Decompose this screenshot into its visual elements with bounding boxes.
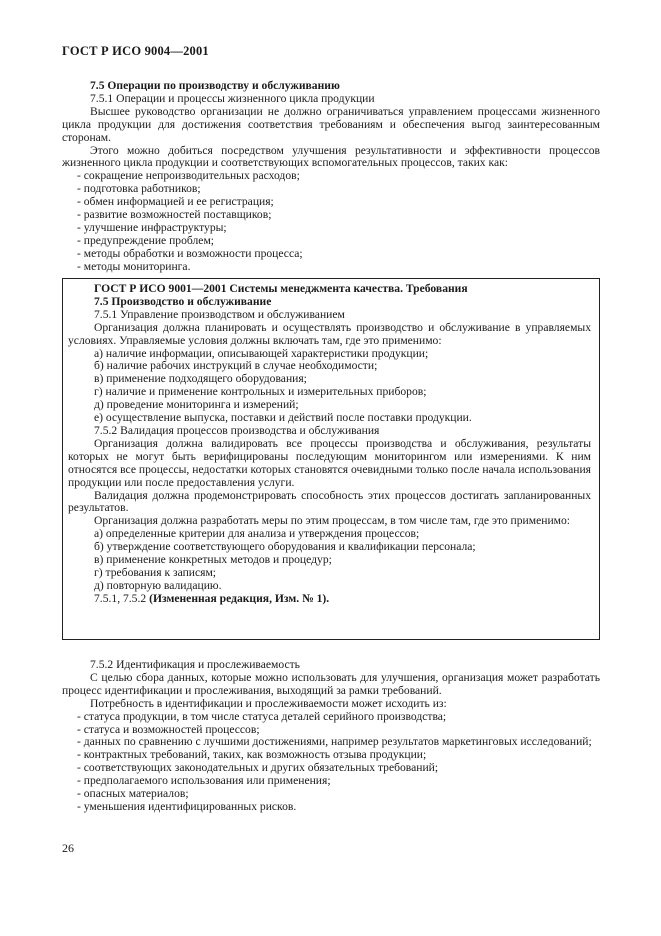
list-item: - развитие возможностей поставщиков; (77, 208, 272, 222)
list-item: - предупреждение проблем; (77, 233, 215, 247)
list-item: - соответствующих законодательных и других обязательных требований; (77, 761, 439, 775)
box-heading: 7.5 Производство и обслуживание (94, 294, 272, 308)
subsection-heading: 7.5.1 Операции и процессы жизненного цикла продукции (90, 91, 375, 105)
list-item: - данных по сравнению с лучшими достижениями, например результатов маркетинговых исследований; (77, 735, 592, 749)
list-item: - методы мониторинга. (77, 259, 191, 273)
paragraph: Этого можно добиться посредством улучшения результативности и эффективности процессов жизненного цикла продукции и соответствующих вспомогательных процессов, таких как: (62, 143, 600, 170)
list-item: - сокращение непроизводительных расходов; (77, 169, 300, 183)
amendment-clauses: 7.5.1, 7.5.2 (94, 591, 150, 605)
list-item: - уменьшения идентифицированных рисков. (77, 799, 297, 813)
list-item: г) требования к записям; (94, 565, 217, 579)
list-item: а) наличие информации, описывающей характеристики продукции; (94, 346, 429, 360)
list-item: - подготовка работников; (77, 182, 201, 196)
list-item: - статуса и возможностей процессов; (77, 722, 260, 736)
list-item: е) осуществление выпуска, поставки и действий после поставки продукции. (94, 411, 472, 425)
list-item: а) определенные критерии для анализа и утверждения процессов; (94, 527, 420, 541)
amendment-note (68, 593, 591, 606)
page-number: 26 (62, 841, 74, 855)
section-heading: 7.5 Операции по производству и обслуживанию (90, 79, 340, 92)
section-7-5 (62, 80, 600, 274)
list-item: - статуса продукции, в том числе статуса деталей серийного производства; (77, 709, 447, 723)
paragraph: С целью сбора данных, которые можно использовать для улучшения, организация может разработать процесс идентификации и прослеживания, выходящий за рамки требований. (62, 670, 600, 697)
list-item: в) применение конкретных методов и процедур; (94, 553, 332, 567)
quoted-standard-box (62, 278, 600, 640)
list-item: - опасных материалов; (77, 787, 189, 801)
amendment-label: (Измененная редакция, Изм. № 1). (149, 591, 330, 605)
box-subheading: 7.5.2 Валидация процессов производства и обслуживания (94, 423, 380, 437)
document-header: ГОСТ Р ИСО 9004—2001 (62, 44, 209, 58)
list-item: в) применение подходящего оборудования; (94, 372, 307, 386)
list-item: д) проведение мониторинга и измерений; (94, 398, 299, 412)
list-item: - методы обработки и возможности процесса; (77, 246, 303, 260)
list-item: - предполагаемого использования или применения; (77, 774, 331, 788)
list-item: б) утверждение соответствующего оборудования и квалификации персонала; (94, 540, 476, 554)
box-title: ГОСТ Р ИСО 9001—2001 Системы менеджмента качества. Требования (94, 282, 468, 295)
paragraph: Потребность в идентификации и прослеживаемости может исходить из: (90, 696, 447, 710)
list-item: б) наличие рабочих инструкций в случае необходимости; (94, 359, 378, 373)
list-item: г) наличие и применение контрольных и измерительных приборов; (94, 385, 427, 399)
paragraph: Высшее руководство организации не должно ограничиваться управлением процессами жизненного цикла продукции для достижения соответствия требованиям и обеспечения выгод заинтересованным сторонам. (62, 104, 600, 144)
paragraph: Организация должна валидировать все процессы производства и обслуживания, результаты которых не могут быть верифицированы последующим мониторингом или измерениями. К ним относятся все процессы, недостатки которых становятся очевидными только после начала использования продукции или после предоставления услуги. (68, 436, 591, 489)
list-item: - контрактных требований, таких, как возможность отзыва продукции; (77, 748, 427, 762)
section-7-5-2 (62, 659, 600, 814)
paragraph: Валидация должна продемонстрировать способность этих процессов достигать запланированных результатов. (68, 488, 591, 515)
list-item: - обмен информацией и ее регистрация; (77, 195, 274, 209)
paragraph: Организация должна разработать меры по этим процессам, в том числе там, где это применимо: (94, 514, 570, 528)
subsection-heading: 7.5.2 Идентификация и прослеживаемость (90, 658, 300, 671)
list-item: - улучшение инфраструктуры; (77, 220, 227, 234)
box-subheading: 7.5.1 Управление производством и обслуживанием (94, 307, 345, 321)
paragraph: Организация должна планировать и осуществлять производство и обслуживание в управляемых условиях. Управляемые условия должны включать там, где это применимо: (68, 320, 591, 347)
list-item: д) повторную валидацию. (94, 578, 222, 592)
